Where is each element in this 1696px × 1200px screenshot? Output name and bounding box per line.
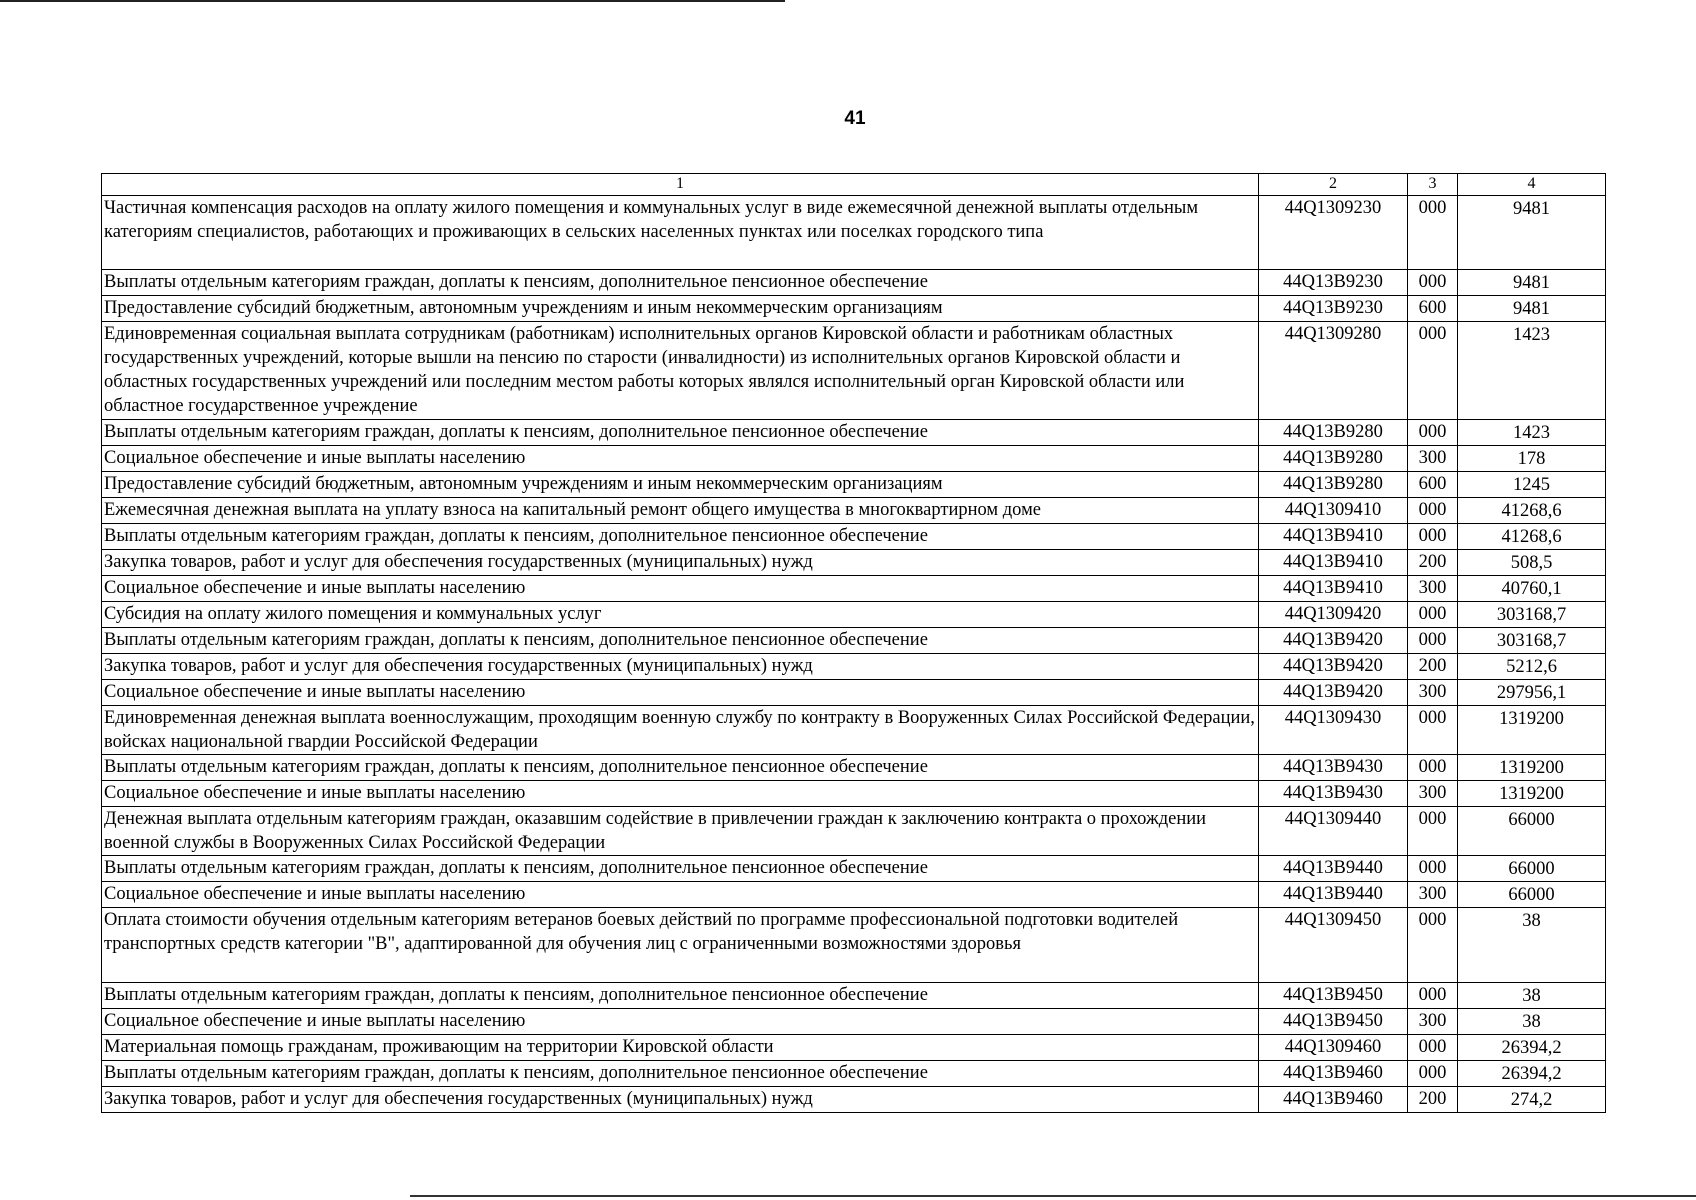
- row-type-cell: 300: [1408, 576, 1458, 602]
- row-sum-cell: 66000: [1458, 856, 1606, 882]
- row-type-cell: 000: [1408, 602, 1458, 628]
- row-name-cell: Частичная компенсация расходов на оплату жилого помещения и коммунальных услуг в виде ежемесячной денежной выплаты отдельным категориям специалистов, работающих и проживающих в сельских населенных пунктах или поселках городского типа: [102, 196, 1259, 270]
- table-row: [102, 706, 1606, 755]
- row-sum-cell: 5212,6: [1458, 654, 1606, 680]
- row-type-cell: 000: [1408, 755, 1458, 781]
- row-type-cell: 000: [1408, 270, 1458, 296]
- row-code-cell: 44Q1309420: [1259, 602, 1408, 628]
- table-row: [102, 524, 1606, 550]
- row-code-cell: 44Q13B9280: [1259, 446, 1408, 472]
- row-code-cell: 44Q13B9460: [1259, 1061, 1408, 1087]
- row-code-cell: 44Q1309410: [1259, 498, 1408, 524]
- row-type-cell: 200: [1408, 1087, 1458, 1113]
- row-name-cell: Выплаты отдельным категориям граждан, доплаты к пенсиям, дополнительное пенсионное обеспечение: [102, 628, 1259, 654]
- row-name-cell: Социальное обеспечение и иные выплаты населению: [102, 446, 1259, 472]
- row-type-cell: 300: [1408, 446, 1458, 472]
- row-sum-cell: 1245: [1458, 472, 1606, 498]
- table-row: [102, 882, 1606, 908]
- row-type-cell: 000: [1408, 807, 1458, 856]
- row-type-cell: 200: [1408, 550, 1458, 576]
- row-code-cell: 44Q13B9450: [1259, 983, 1408, 1009]
- row-type-cell: 000: [1408, 420, 1458, 446]
- row-name-cell: Социальное обеспечение и иные выплаты населению: [102, 1009, 1259, 1035]
- row-sum-cell: 1423: [1458, 322, 1606, 420]
- row-type-cell: 600: [1408, 296, 1458, 322]
- row-type-cell: 000: [1408, 983, 1458, 1009]
- table-row: [102, 446, 1606, 472]
- row-code-cell: 44Q13B9230: [1259, 296, 1408, 322]
- row-sum-cell: 274,2: [1458, 1087, 1606, 1113]
- row-name-cell: Выплаты отдельным категориям граждан, доплаты к пенсиям, дополнительное пенсионное обеспечение: [102, 270, 1259, 296]
- row-code-cell: 44Q13B9460: [1259, 1087, 1408, 1113]
- row-name-cell: Закупка товаров, работ и услуг для обеспечения государственных (муниципальных) нужд: [102, 1087, 1259, 1113]
- row-name-cell: Ежемесячная денежная выплата на уплату взноса на капитальный ремонт общего имущества в многоквартирном доме: [102, 498, 1259, 524]
- row-name-cell: Социальное обеспечение и иные выплаты населению: [102, 680, 1259, 706]
- row-name-cell: Предоставление субсидий бюджетным, автономным учреждениям и иным некоммерческим организациям: [102, 472, 1259, 498]
- row-type-cell: 000: [1408, 524, 1458, 550]
- scan-edge-top: [0, 0, 785, 2]
- row-type-cell: 000: [1408, 908, 1458, 983]
- table-row: [102, 196, 1606, 270]
- row-type-cell: 000: [1408, 1061, 1458, 1087]
- table-row: [102, 576, 1606, 602]
- row-name-cell: Материальная помощь гражданам, проживающим на территории Кировской области: [102, 1035, 1259, 1061]
- row-name-cell: Выплаты отдельным категориям граждан, доплаты к пенсиям, дополнительное пенсионное обеспечение: [102, 1061, 1259, 1087]
- row-type-cell: 000: [1408, 628, 1458, 654]
- row-sum-cell: 38: [1458, 983, 1606, 1009]
- row-code-cell: 44Q1309440: [1259, 807, 1408, 856]
- row-code-cell: 44Q13B9430: [1259, 781, 1408, 807]
- row-code-cell: 44Q13B9440: [1259, 856, 1408, 882]
- row-sum-cell: 38: [1458, 1009, 1606, 1035]
- scan-edge-bottom: [410, 1195, 1696, 1197]
- row-code-cell: 44Q13B9420: [1259, 628, 1408, 654]
- row-sum-cell: 1423: [1458, 420, 1606, 446]
- table-row: [102, 755, 1606, 781]
- row-name-cell: Выплаты отдельным категориям граждан, доплаты к пенсиям, дополнительное пенсионное обеспечение: [102, 420, 1259, 446]
- row-name-cell: Социальное обеспечение и иные выплаты населению: [102, 576, 1259, 602]
- row-code-cell: 44Q1309230: [1259, 196, 1408, 270]
- row-type-cell: 300: [1408, 680, 1458, 706]
- row-sum-cell: 1319200: [1458, 706, 1606, 755]
- row-name-cell: Выплаты отдельным категориям граждан, доплаты к пенсиям, дополнительное пенсионное обеспечение: [102, 755, 1259, 781]
- row-sum-cell: 303168,7: [1458, 602, 1606, 628]
- table-row: [102, 1087, 1606, 1113]
- row-sum-cell: 9481: [1458, 270, 1606, 296]
- row-name-cell: Закупка товаров, работ и услуг для обеспечения государственных (муниципальных) нужд: [102, 654, 1259, 680]
- row-code-cell: 44Q13B9410: [1259, 550, 1408, 576]
- table-row: [102, 322, 1606, 420]
- row-sum-cell: 297956,1: [1458, 680, 1606, 706]
- row-sum-cell: 178: [1458, 446, 1606, 472]
- row-code-cell: 44Q1309430: [1259, 706, 1408, 755]
- row-type-cell: 600: [1408, 472, 1458, 498]
- row-sum-cell: 26394,2: [1458, 1035, 1606, 1061]
- row-name-cell: Субсидия на оплату жилого помещения и коммунальных услуг: [102, 602, 1259, 628]
- row-name-cell: Социальное обеспечение и иные выплаты населению: [102, 882, 1259, 908]
- row-code-cell: 44Q13B9410: [1259, 576, 1408, 602]
- row-code-cell: 44Q13B9430: [1259, 755, 1408, 781]
- row-type-cell: 200: [1408, 654, 1458, 680]
- row-sum-cell: 38: [1458, 908, 1606, 983]
- row-code-cell: 44Q13B9420: [1259, 654, 1408, 680]
- header-col-2: 2: [1259, 174, 1408, 196]
- row-type-cell: 000: [1408, 322, 1458, 420]
- row-name-cell: Оплата стоимости обучения отдельным категориям ветеранов боевых действий по программе профессиональной подготовки водителей транспортных средств категории "B", адаптированной для обучения лиц с ограниченными возможностями здоровья: [102, 908, 1259, 983]
- table-row: [102, 550, 1606, 576]
- header-col-1: 1: [102, 174, 1259, 196]
- table-row: [102, 1009, 1606, 1035]
- table-row: [102, 602, 1606, 628]
- table-row: [102, 1035, 1606, 1061]
- row-name-cell: Социальное обеспечение и иные выплаты населению: [102, 781, 1259, 807]
- table-row: [102, 908, 1606, 983]
- table-row: [102, 856, 1606, 882]
- page-number: 41: [844, 108, 866, 129]
- row-code-cell: 44Q1309460: [1259, 1035, 1408, 1061]
- row-code-cell: 44Q13B9450: [1259, 1009, 1408, 1035]
- row-sum-cell: 303168,7: [1458, 628, 1606, 654]
- row-type-cell: 000: [1408, 196, 1458, 270]
- row-name-cell: Выплаты отдельным категориям граждан, доплаты к пенсиям, дополнительное пенсионное обеспечение: [102, 856, 1259, 882]
- table-row: [102, 807, 1606, 856]
- row-type-cell: 300: [1408, 781, 1458, 807]
- budget-table: [101, 173, 1606, 1113]
- row-type-cell: 000: [1408, 856, 1458, 882]
- row-name-cell: Выплаты отдельным категориям граждан, доплаты к пенсиям, дополнительное пенсионное обеспечение: [102, 983, 1259, 1009]
- row-sum-cell: 41268,6: [1458, 498, 1606, 524]
- row-code-cell: 44Q1309280: [1259, 322, 1408, 420]
- row-name-cell: Предоставление субсидий бюджетным, автономным учреждениям и иным некоммерческим организациям: [102, 296, 1259, 322]
- row-sum-cell: 40760,1: [1458, 576, 1606, 602]
- row-type-cell: 000: [1408, 498, 1458, 524]
- row-code-cell: 44Q1309450: [1259, 908, 1408, 983]
- header-col-3: 3: [1408, 174, 1458, 196]
- row-sum-cell: 66000: [1458, 882, 1606, 908]
- row-type-cell: 000: [1408, 1035, 1458, 1061]
- table-row: [102, 472, 1606, 498]
- row-sum-cell: 26394,2: [1458, 1061, 1606, 1087]
- row-name-cell: Денежная выплата отдельным категориям граждан, оказавшим содействие в привлечении граждан к заключению контракта о прохождении военной службы в Вооруженных Силах Российской Федерации: [102, 807, 1259, 856]
- row-name-cell: Закупка товаров, работ и услуг для обеспечения государственных (муниципальных) нужд: [102, 550, 1259, 576]
- table-row: [102, 1061, 1606, 1087]
- table-row: [102, 498, 1606, 524]
- row-code-cell: 44Q13B9410: [1259, 524, 1408, 550]
- row-type-cell: 000: [1408, 706, 1458, 755]
- row-sum-cell: 508,5: [1458, 550, 1606, 576]
- table-row: [102, 781, 1606, 807]
- header-col-4: 4: [1458, 174, 1606, 196]
- row-type-cell: 300: [1408, 1009, 1458, 1035]
- table-row: [102, 420, 1606, 446]
- row-name-cell: Единовременная денежная выплата военнослужащим, проходящим военную службу по контракту в Вооруженных Силах Российской Федерации, войсках национальной гвардии Российской Федерации: [102, 706, 1259, 755]
- row-type-cell: 300: [1408, 882, 1458, 908]
- row-sum-cell: 9481: [1458, 296, 1606, 322]
- table-body: [102, 196, 1606, 1113]
- row-sum-cell: 41268,6: [1458, 524, 1606, 550]
- row-name-cell: Выплаты отдельным категориям граждан, доплаты к пенсиям, дополнительное пенсионное обеспечение: [102, 524, 1259, 550]
- table-row: [102, 654, 1606, 680]
- row-code-cell: 44Q13B9280: [1259, 472, 1408, 498]
- table-row: [102, 680, 1606, 706]
- table-row: [102, 628, 1606, 654]
- row-code-cell: 44Q13B9440: [1259, 882, 1408, 908]
- row-code-cell: 44Q13B9280: [1259, 420, 1408, 446]
- row-sum-cell: 1319200: [1458, 755, 1606, 781]
- row-sum-cell: 66000: [1458, 807, 1606, 856]
- table-row: [102, 270, 1606, 296]
- row-name-cell: Единовременная социальная выплата сотрудникам (работникам) исполнительных органов Кировской области и работникам областных государственных учреждений, которые вышли на пенсию по старости (инвалидности) из исполнительных органов Кировской области и областных государственных учреждений или последним местом работы которых являлся исполнительный орган Кировской области или областное государственное учреждение: [102, 322, 1259, 420]
- row-sum-cell: 9481: [1458, 196, 1606, 270]
- row-sum-cell: 1319200: [1458, 781, 1606, 807]
- header-row: [102, 174, 1606, 196]
- row-code-cell: 44Q13B9230: [1259, 270, 1408, 296]
- table-row: [102, 296, 1606, 322]
- row-code-cell: 44Q13B9420: [1259, 680, 1408, 706]
- table-row: [102, 983, 1606, 1009]
